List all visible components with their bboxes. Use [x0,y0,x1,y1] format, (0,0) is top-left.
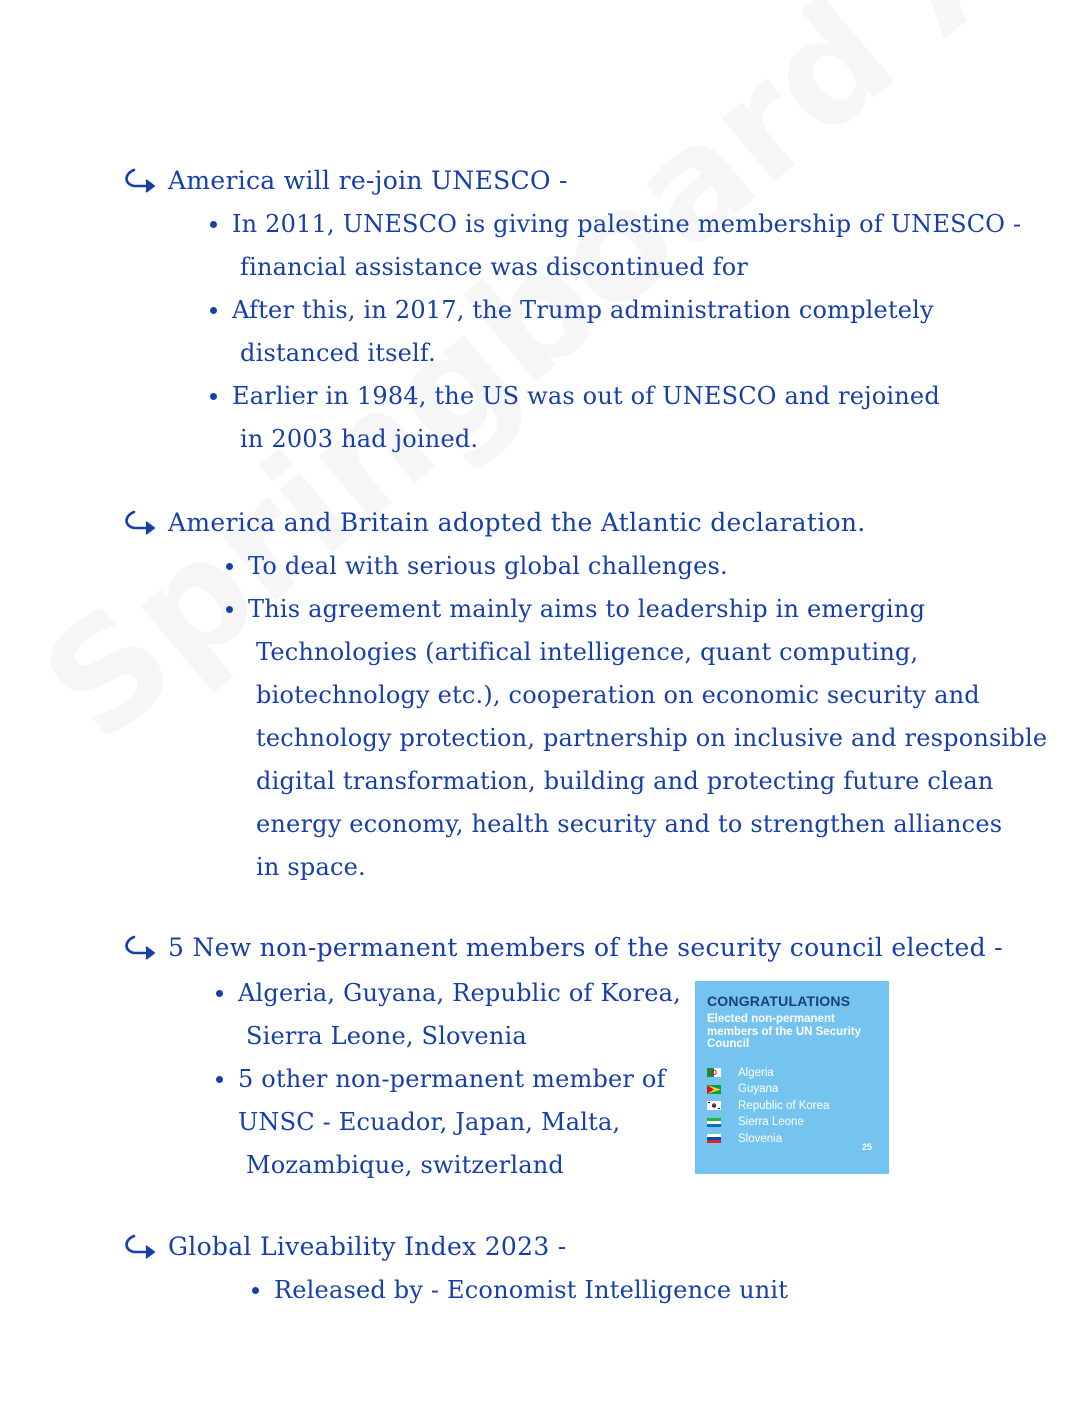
bullet-line: Released by - Economist Intelligence unit [274,1276,789,1304]
section-heading [120,930,1020,966]
bullet-list [252,1269,1020,1312]
bullet-dot [226,563,233,570]
bullet-line: In 2011, UNESCO is giving palestine membership of UNESCO - [232,210,1022,238]
bullet-line: biotechnology etc.), cooperation on economic security and [256,681,980,709]
bullet-line: Earlier in 1984, the US was out of UNESCO and rejoined [232,382,940,410]
list-item [707,1081,879,1098]
bullet-line: Sierra Leone, Slovenia [246,1022,527,1050]
unsc-congratulations-card [695,981,889,1174]
country-name: Slovenia [738,1132,783,1145]
bullet-dot [210,307,217,314]
list-item [216,1058,676,1187]
heading-text: 5 New non-permanent members of the security council elected - [168,933,1003,962]
slovenia-flag-icon [707,1134,721,1143]
bullet-line: 5 other non-permanent member of [238,1065,666,1093]
bullet-dot [252,1287,259,1294]
algeria-flag-icon [707,1068,721,1077]
bullet-line: financial assistance was discontinued for [240,253,749,281]
korea-flag-icon [707,1101,721,1110]
bullet-line: in 2003 had joined. [240,425,479,453]
section-liveability-index [120,1229,1020,1312]
bullet-dot [210,221,217,228]
heading-text: America and Britain adopted the Atlantic declaration. [168,508,866,537]
bullet-line: energy economy, health security and to strengthen alliances [256,810,1003,838]
list-item [707,1131,879,1148]
bullet-line: digital transformation, building and protecting future clean [256,767,994,795]
bullet-line: To deal with serious global challenges. [248,552,728,580]
heading-text: Global Liveability Index 2023 - [168,1232,567,1261]
list-item [226,545,1020,588]
list-item [210,289,1020,375]
bullet-line: This agreement mainly aims to leadership in emerging [248,595,926,623]
section-heading [120,1229,1020,1265]
list-item [210,375,1020,461]
list-item [226,588,1048,889]
list-item [707,1098,879,1115]
country-name: Sierra Leone [738,1116,804,1128]
heading-text: America will re-join UNESCO - [168,166,568,195]
bullet-line: technology protection, partnership on inclusive and responsible [256,724,1048,752]
bullet-list [210,203,1020,461]
section-unesco [120,163,1020,461]
country-name: Algeria [738,1066,774,1079]
country-list [707,1065,879,1148]
bullet-dot [210,393,217,400]
list-item [707,1065,879,1082]
bullet-list [216,972,681,1187]
card-subtitle: Elected non-permanent members of the UN Security Council [707,1013,862,1050]
bullet-line: UNSC - Ecuador, Japan, Malta, [238,1108,621,1136]
list-item [707,1114,879,1131]
bullet-line: distanced itself. [240,339,436,367]
bullet-line: in space. [256,853,366,881]
anniversary-emblem [855,1142,879,1164]
list-item [252,1269,1020,1312]
country-name: Guyana [738,1083,779,1095]
sierra-leone-flag-icon [707,1118,721,1127]
list-item [216,972,681,1058]
hook-arrow-icon [120,508,162,538]
country-name: Republic of Korea [738,1099,830,1112]
list-item [210,203,1020,289]
bullet-line: After this, in 2017, the Trump administration completely [232,296,934,324]
guyana-flag-icon [707,1085,721,1094]
hook-arrow-icon [120,933,162,963]
bullet-dot [216,1076,223,1083]
card-title: CONGRATULATIONS [707,993,851,1009]
section-atlantic-declaration [120,505,1048,889]
bullet-list [226,545,1048,889]
hook-arrow-icon [120,1232,162,1262]
bullet-dot [216,990,223,997]
bullet-line: Algeria, Guyana, Republic of Korea, [238,979,681,1007]
bullet-dot [226,606,233,613]
emblem-text: 25 [861,1142,872,1152]
hook-arrow-icon [120,166,162,196]
section-heading [120,163,1020,199]
section-heading [120,505,1020,541]
bullet-line: Technologies (artifical intelligence, quant computing, [256,638,919,666]
bullet-line: Mozambique, switzerland [246,1151,564,1179]
